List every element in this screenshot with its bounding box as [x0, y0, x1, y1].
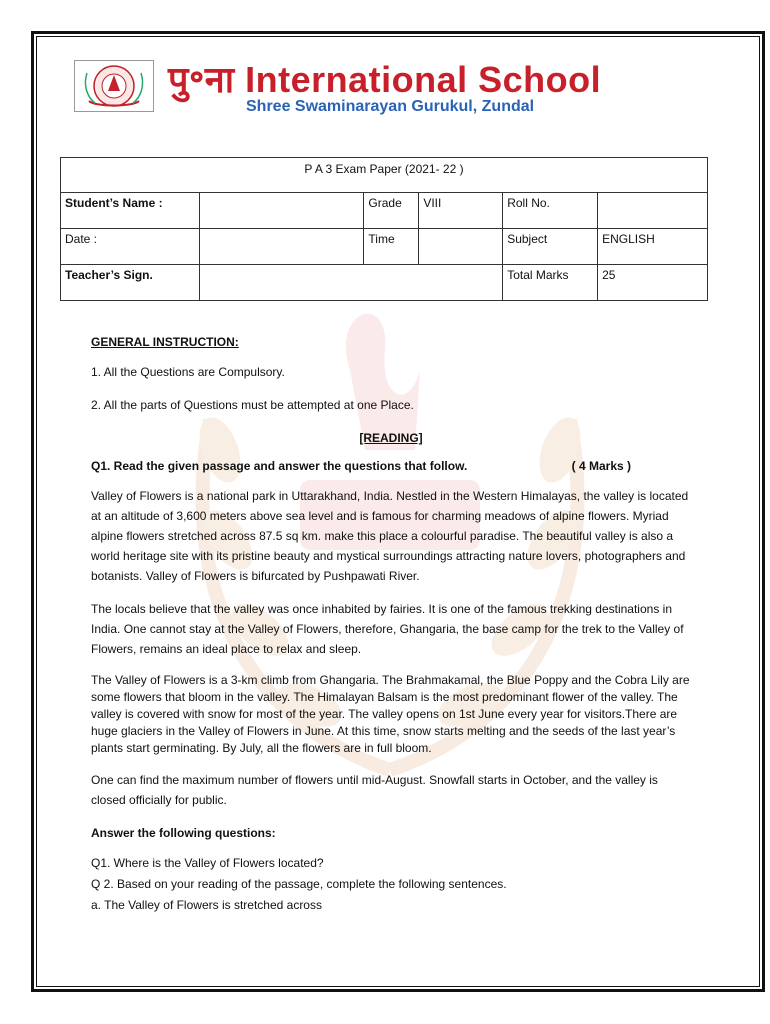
instructions-heading: GENERAL INSTRUCTION:	[91, 335, 239, 349]
teacher-sign-label: Teacher’s Sign.	[61, 265, 200, 301]
reading-section-label: [READING]	[359, 431, 423, 445]
answer-heading: Answer the following questions:	[91, 826, 276, 840]
roll-no-field[interactable]	[598, 193, 708, 229]
q1-text: Q1. Read the given passage and answer the questions that follow.	[91, 459, 468, 473]
subject-value: ENGLISH	[598, 229, 708, 265]
crest-icon	[75, 61, 153, 111]
question-item: a. The Valley of Flowers is stretched across	[91, 898, 322, 912]
subject-label: Subject	[503, 229, 598, 265]
passage-paragraph: The locals believe that the valley was once inhabited by fairies. It is one of the famous trekking destinations in India. One cannot stay at the Valley of Flowers, therefore, Ghangaria, the base camp for the trek to the Valley of Flowers, remains an ideal place to relax and sleep.	[91, 602, 684, 656]
school-name-hindi: पु॰ना	[168, 59, 235, 100]
exam-content	[91, 332, 691, 916]
question-item: Q1. Where is the Valley of Flowers located?	[91, 856, 324, 870]
teacher-sign-field[interactable]	[199, 265, 502, 301]
q1-heading	[91, 456, 691, 476]
time-label: Time	[364, 229, 419, 265]
total-marks-label: Total Marks	[503, 265, 598, 301]
question-item: Q 2. Based on your reading of the passage, complete the following sentences.	[91, 877, 507, 891]
time-field[interactable]	[419, 229, 503, 265]
grade-label: Grade	[364, 193, 419, 229]
passage-paragraph: One can find the maximum number of flowers until mid-August. Snowfall starts in October, and the valley is closed officially for public.	[91, 773, 658, 807]
students-name-label: Student’s Name :	[61, 193, 200, 229]
grade-value: VIII	[419, 193, 503, 229]
passage-paragraph: The Valley of Flowers is a 3-km climb from Ghangaria. The Brahmakamal, the Blue Poppy and the Cobra Lily are some flowers that bloom in the valley. The Himalayan Balsam is the most predominant flower of the valley. The valley is covered with snow for most of the year. The valley opens on 1st June every year for visitors.There are huge glaciers in the Valley of Flowers in June. At this time, snow starts melting and the seeds of the last year’s plants start germinating. By July, all the flowers are in full bloom.	[91, 673, 690, 755]
date-field[interactable]	[199, 229, 364, 265]
exam-title: P A 3 Exam Paper (2021- 22 )	[61, 158, 708, 193]
instruction-item: 1. All the Questions are Compulsory.	[91, 365, 285, 379]
total-marks-value: 25	[598, 265, 708, 301]
passage-paragraph: Valley of Flowers is a national park in Uttarakhand, India. Nestled in the Western Himalayas, the valley is located at an altitude of 3,600 meters above sea level and is famous for charming meadows of alpine flowers. Myriad alpine flowers stretched across 87.5 sq km. make this place a colourful paradise. The beautiful valley is also a world heritage site with its pristine beauty and mystical surroundings attracting nature lovers, photographers and botanists. Valley of Flowers is bifurcated by Pushpawati River.	[91, 489, 689, 583]
date-label: Date :	[61, 229, 200, 265]
exam-info-table	[60, 157, 708, 301]
school-name	[168, 54, 601, 103]
roll-no-label: Roll No.	[503, 193, 598, 229]
school-subtitle: Shree Swaminarayan Gurukul, Zundal	[246, 98, 535, 115]
q1-marks: ( 4 Marks )	[571, 459, 631, 473]
instruction-item: 2. All the parts of Questions must be attempted at one Place.	[91, 398, 414, 412]
school-name-english: International School	[245, 59, 602, 100]
school-logo	[74, 60, 154, 112]
students-name-field[interactable]	[199, 193, 364, 229]
